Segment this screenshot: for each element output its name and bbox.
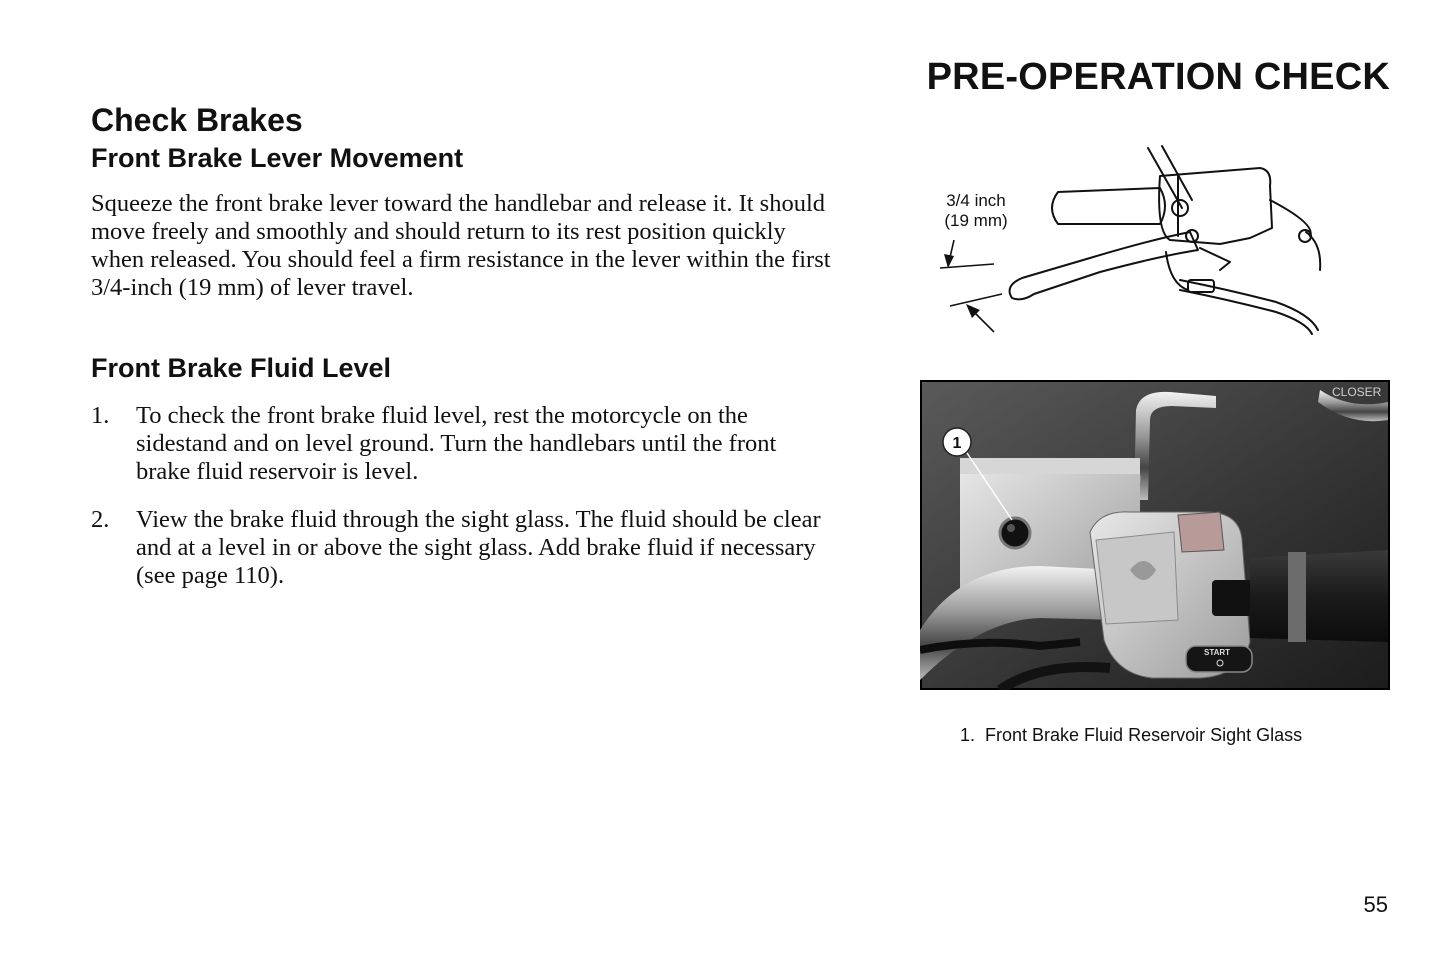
fluid-steps: [91, 402, 836, 590]
reservoir-photo: [920, 380, 1390, 690]
caption-text: Front Brake Fluid Reservoir Sight Glass: [985, 725, 1303, 745]
step-number: 2.: [91, 506, 110, 533]
brake-lever-diagram: [930, 140, 1330, 340]
step-text: View the brake fluid through the sight glass. The fluid should be clear and at a level in or above the sight glass. Add brake fluid if necessary (see page 110).: [136, 506, 821, 589]
measurement-label-inch: 3/4 inch: [946, 191, 1006, 210]
caption-number: 1.: [960, 725, 976, 745]
callout-number: 1: [952, 435, 962, 452]
lever-paragraph: Squeeze the front brake lever toward the handlebar and release it. It should move freely and smoothly and should return to its rest position quickly when released. You should feel a firm resistance in the lever within the first 3/4-inch (19 mm) of lever travel.: [91, 190, 831, 301]
content-column: [91, 100, 836, 610]
fluid-heading: Front Brake Fluid Level: [91, 353, 392, 383]
photo-caption: [960, 725, 1302, 746]
step-text: To check the front brake fluid level, rest the motorcycle on the sidestand and on level ground. Turn the handlebars until the front brake fluid reservoir is level.: [136, 402, 777, 485]
start-button-label: START: [1204, 648, 1231, 657]
page-number: 55: [1363, 892, 1388, 917]
section-title: Check Brakes: [91, 102, 303, 138]
lever-heading: Front Brake Lever Movement: [91, 143, 464, 173]
step-number: 1.: [91, 402, 110, 429]
brand-text: CLOSER: [1332, 385, 1382, 399]
page-title: PRE-OPERATION CHECK: [926, 56, 1390, 98]
list-item: [91, 506, 836, 590]
measurement-label-mm: (19 mm): [944, 211, 1008, 230]
list-item: [91, 402, 836, 486]
